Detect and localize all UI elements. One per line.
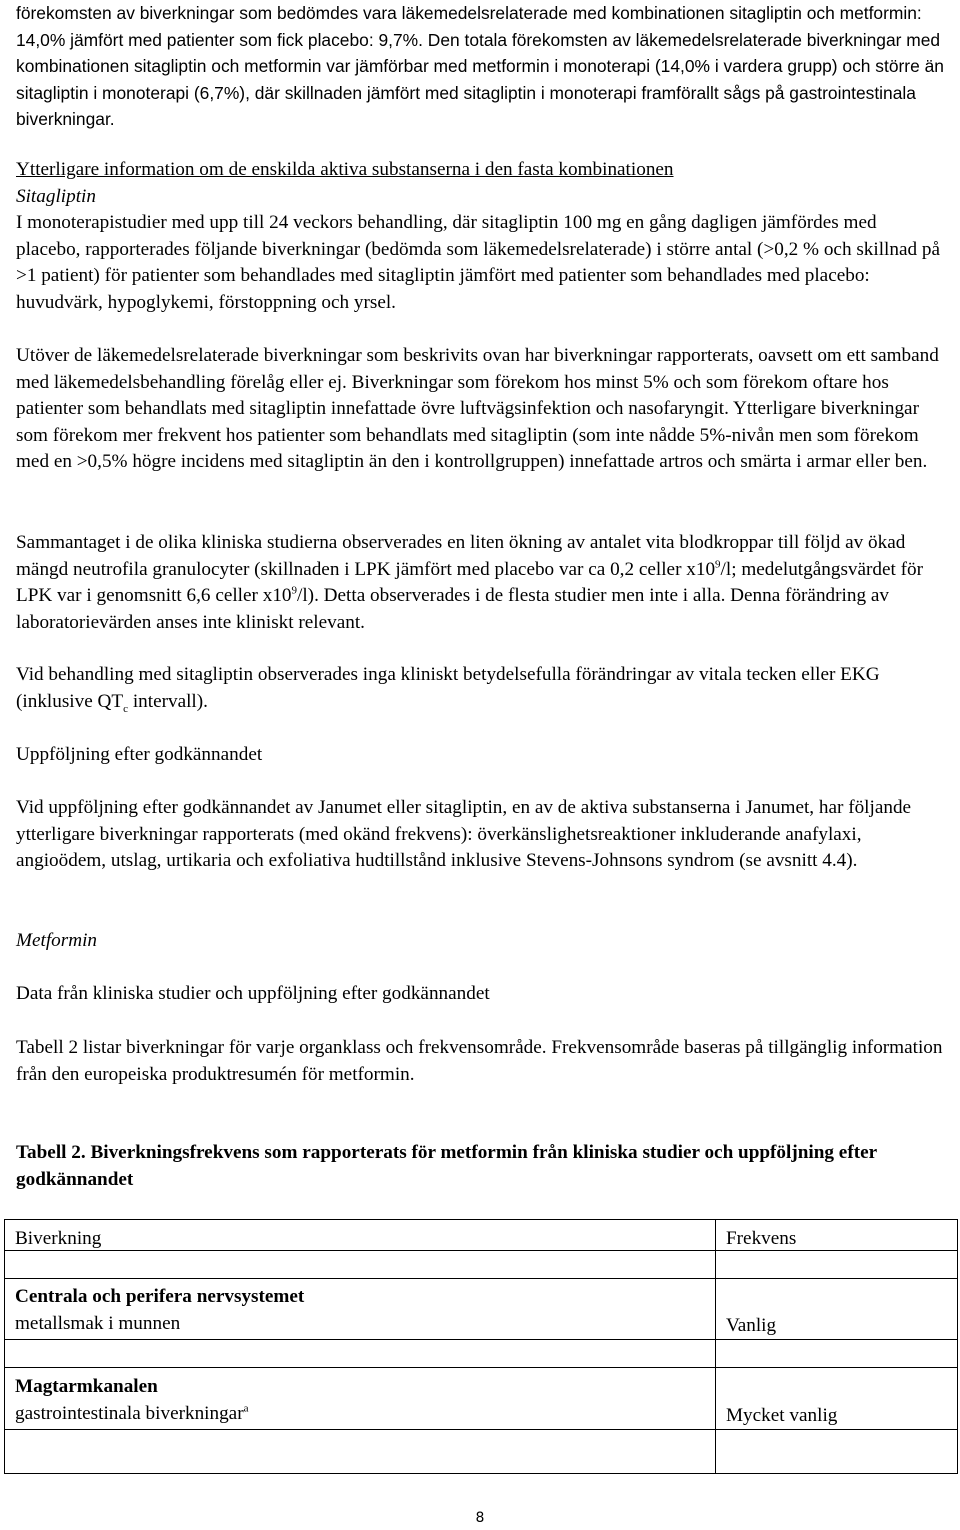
reaction-cell [5,1368,716,1430]
paragraph-text: Vid uppföljning efter godkännandet av Janumet eller sitagliptin, en av de aktiva substanserna i Janumet, har följande ytterligare biverkningar rapporterats (med okänd frekvens): överkänslighetsreaktioner inkluderande anafylaxi, angioödem, utslag, urtikaria och exfoliativa hudtillstånd inklusive Stevens-Johnsons syndrom (se avsnitt 4.4). [16,797,912,872]
heading-text: Data från kliniska studier och uppföljning efter godkännandet [16,983,490,1004]
text-part: Sammantaget i de olika kliniska studierna observerades en liten ökning av antalet vita blodkroppar till följd av ökad mängd neutrofila granulocyter (skillnaden i LPK jämfört med placebo var ca 0,2 celler x10 [16,532,906,580]
intro-text: förekomsten av biverkningar som bedömdes vara läkemedelsrelaterade med kombinationen sitagliptin och metformin: 14,0% jämfört med patienter som fick placebo: 9,7%. Den totala förekomsten av läkemedelsrelaterade biverkningar med kombinationen sitagliptin och metformin var jämförbar med metformin i monoterapi (14,0% i vardera grupp) och större än sitagliptin i monoterapi (6,7%), där skillnaden jämfört med sitagliptin i monoterapi framförallt sågs på gastrointestinala biverkningar. [16,3,944,130]
paragraph-vital-signs [16,662,944,715]
organ-group-label: Magtarmkanalen [15,1376,158,1397]
paragraph-adverse-effects [16,343,944,476]
header-cell-frequency: Frekvens [716,1220,958,1251]
table-caption [16,1140,944,1193]
reaction-cell [5,1279,716,1340]
section-sitagliptin [16,157,944,317]
table-spacer-row [5,1251,958,1279]
table-spacer-row [5,1430,958,1474]
superscript: 9 [715,558,721,571]
organ-group-label: Centrala och perifera nervsystemet [15,1286,305,1307]
paragraph-text [16,530,944,636]
empty-cell [5,1340,716,1368]
subheading-metformin [16,928,944,955]
adverse-reactions-table [4,1219,958,1474]
paragraph-white-blood-cells [16,530,944,636]
paragraph-table-intro [16,1035,944,1088]
superscript: 9 [291,584,298,597]
subheading-sitagliptin: Sitagliptin [16,185,96,207]
frequency-cell: Vanlig [716,1279,958,1340]
text-part: Vid behandling med sitagliptin observerades inga kliniskt betydelsefulla förändringar av vitala tecken eller EKG (inklusive QT [16,664,880,712]
table-row [5,1279,958,1340]
empty-cell [716,1251,958,1279]
empty-cell [716,1340,958,1368]
empty-cell [5,1251,716,1279]
frequency-cell: Mycket vanlig [716,1368,958,1430]
heading-clinical-data [16,981,944,1008]
subheading-text: Metformin [16,930,98,951]
empty-cell [716,1430,958,1474]
reaction-text: gastrointestinala biverkningar [15,1403,244,1424]
text-part: intervall). [128,690,208,712]
empty-cell [5,1430,716,1474]
paragraph-post-approval [16,795,944,875]
header-cell-reaction: Biverkning [5,1220,716,1251]
paragraph-monotherapy: I monoterapistudier med upp till 24 veckors behandling, där sitagliptin 100 mg en gång dagligen jämfördes med placebo, rapporterades följande biverkningar (bedömda som läkemedelsrelaterade) i större antal (>0,2 % och skillnad på >1 patient) för patienter som behandlades med sitagliptin jämfört med patienter som behandlades med placebo: huvudvärk, hypoglykemi, förstoppning och yrsel. [16,212,940,313]
reaction-name [15,1400,705,1427]
text-part: /l). Detta observerades i de flesta studier men inte i alla. Denna förändring av laboratorievärden anses inte kliniskt relevant. [16,585,889,633]
heading-post-approval [16,742,944,769]
table-spacer-row [5,1340,958,1368]
page-number: 8 [475,1510,485,1526]
paragraph-text: Utöver de läkemedelsrelaterade biverkningar som beskrivits ovan har biverkningar rapporterats, oavsett om ett samband med läkemedelsbehandling förelåg eller ej. Biverkningar som förekom hos minst 5% och som förekom oftare hos patienter som behandlats med sitagliptin innefattade övre luftvägsinfektion och nasofaryngit. Ytterligare biverkningar som förekom mer frekvent hos patienter som behandlats med sitagliptin (som inte nådde 5%-nivån men som förekom med en >0,5% högre incidens med sitagliptin än den i kontrollgruppen) innefattade artros och smärta i armar eller ben. [16,345,939,473]
paragraph-text [16,662,944,715]
text-part: /l; medelutgångsvärdet för LPK var i genomsnitt 6,6 celler x10 [16,558,924,607]
table-row [5,1368,958,1430]
reaction-name: metallsmak i munnen [15,1313,181,1334]
footnote-marker: a [243,1402,249,1415]
paragraph-text: Tabell 2 listar biverkningar för varje organklass och frekvensområde. Frekvensområde baseras på tillgänglig information från den europeiska produktresumén för metformin. [16,1037,943,1085]
subscript: c [123,702,129,715]
intro-paragraph [16,0,944,133]
heading-text: Uppföljning efter godkännandet [16,744,263,765]
section-heading: Ytterligare information om de enskilda aktiva substanserna i den fasta kombinationen [16,159,674,180]
table-header-row [5,1220,958,1251]
caption-text: Tabell 2. Biverkningsfrekvens som rapporterats för metformin från kliniska studier och uppföljning efter godkännandet [16,1142,877,1190]
